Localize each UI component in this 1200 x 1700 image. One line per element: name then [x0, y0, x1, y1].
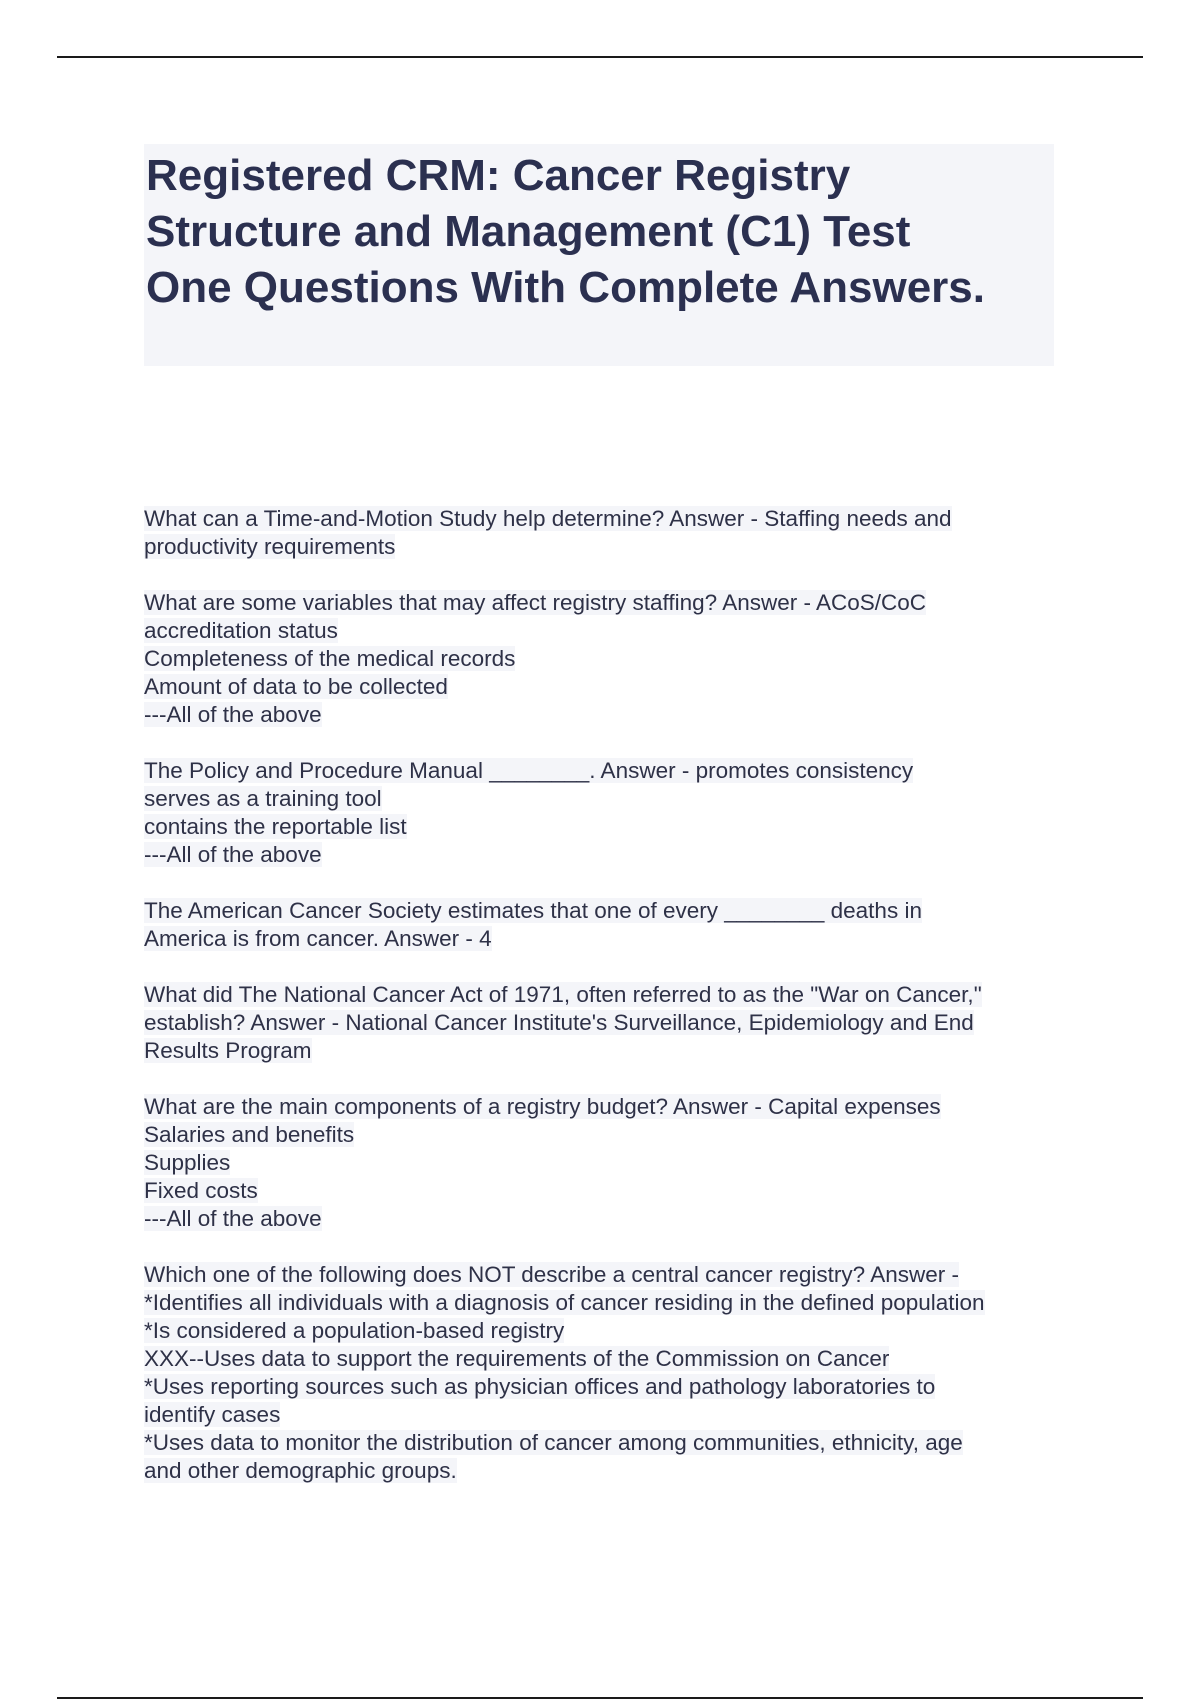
- qa-item: [144, 505, 1074, 561]
- qa-line: ---All of the above: [144, 842, 322, 867]
- qa-line: establish? Answer - National Cancer Institute's Surveillance, Epidemiology and End: [144, 1010, 974, 1035]
- qa-line: Results Program: [144, 1038, 312, 1063]
- qa-line: Salaries and benefits: [144, 1122, 355, 1147]
- bottom-rule: [57, 1697, 1143, 1699]
- qa-line: What can a Time-and-Motion Study help determine? Answer - Staffing needs and: [144, 506, 952, 531]
- qa-line: contains the reportable list: [144, 814, 407, 839]
- qa-item: [144, 589, 1074, 729]
- qa-line: Which one of the following does NOT describe a central cancer registry? Answer -: [144, 1262, 959, 1287]
- title-block: [144, 144, 1054, 366]
- qa-line: identify cases: [144, 1402, 281, 1427]
- qa-line: What are the main components of a registry budget? Answer - Capital expenses: [144, 1094, 941, 1119]
- document-title: Registered CRM: Cancer Registry Structure and Management (C1) Test One Questions With Complete Answers.: [146, 151, 985, 312]
- qa-line: Completeness of the medical records: [144, 646, 516, 671]
- qa-list: [144, 505, 1074, 1513]
- qa-line: What did The National Cancer Act of 1971, often referred to as the "War on Cancer,": [144, 982, 982, 1007]
- qa-line: Amount of data to be collected: [144, 674, 448, 699]
- qa-line: America is from cancer. Answer - 4: [144, 926, 492, 951]
- qa-line: and other demographic groups.: [144, 1458, 457, 1483]
- qa-line: *Identifies all individuals with a diagnosis of cancer residing in the defined population: [144, 1290, 985, 1315]
- qa-item: [144, 897, 1074, 953]
- qa-line: Fixed costs: [144, 1178, 258, 1203]
- qa-item: [144, 757, 1074, 869]
- qa-line: The Policy and Procedure Manual ________. Answer - promotes consistency: [144, 758, 914, 783]
- qa-line: XXX--Uses data to support the requirements of the Commission on Cancer: [144, 1346, 890, 1371]
- qa-line: What are some variables that may affect registry staffing? Answer - ACoS/CoC: [144, 590, 927, 615]
- qa-item: [144, 981, 1074, 1065]
- qa-line: *Uses reporting sources such as physician offices and pathology laboratories to: [144, 1374, 936, 1399]
- qa-line: serves as a training tool: [144, 786, 382, 811]
- qa-line: ---All of the above: [144, 1206, 322, 1231]
- top-rule: [57, 56, 1143, 58]
- qa-item: [144, 1093, 1074, 1233]
- qa-item: [144, 1261, 1074, 1485]
- qa-line: Supplies: [144, 1150, 231, 1175]
- qa-line: ---All of the above: [144, 702, 322, 727]
- qa-line: productivity requirements: [144, 534, 396, 559]
- qa-line: The American Cancer Society estimates that one of every ________ deaths in: [144, 898, 922, 923]
- qa-line: accreditation status: [144, 618, 338, 643]
- qa-line: *Is considered a population-based registry: [144, 1318, 565, 1343]
- qa-line: *Uses data to monitor the distribution of cancer among communities, ethnicity, age: [144, 1430, 963, 1455]
